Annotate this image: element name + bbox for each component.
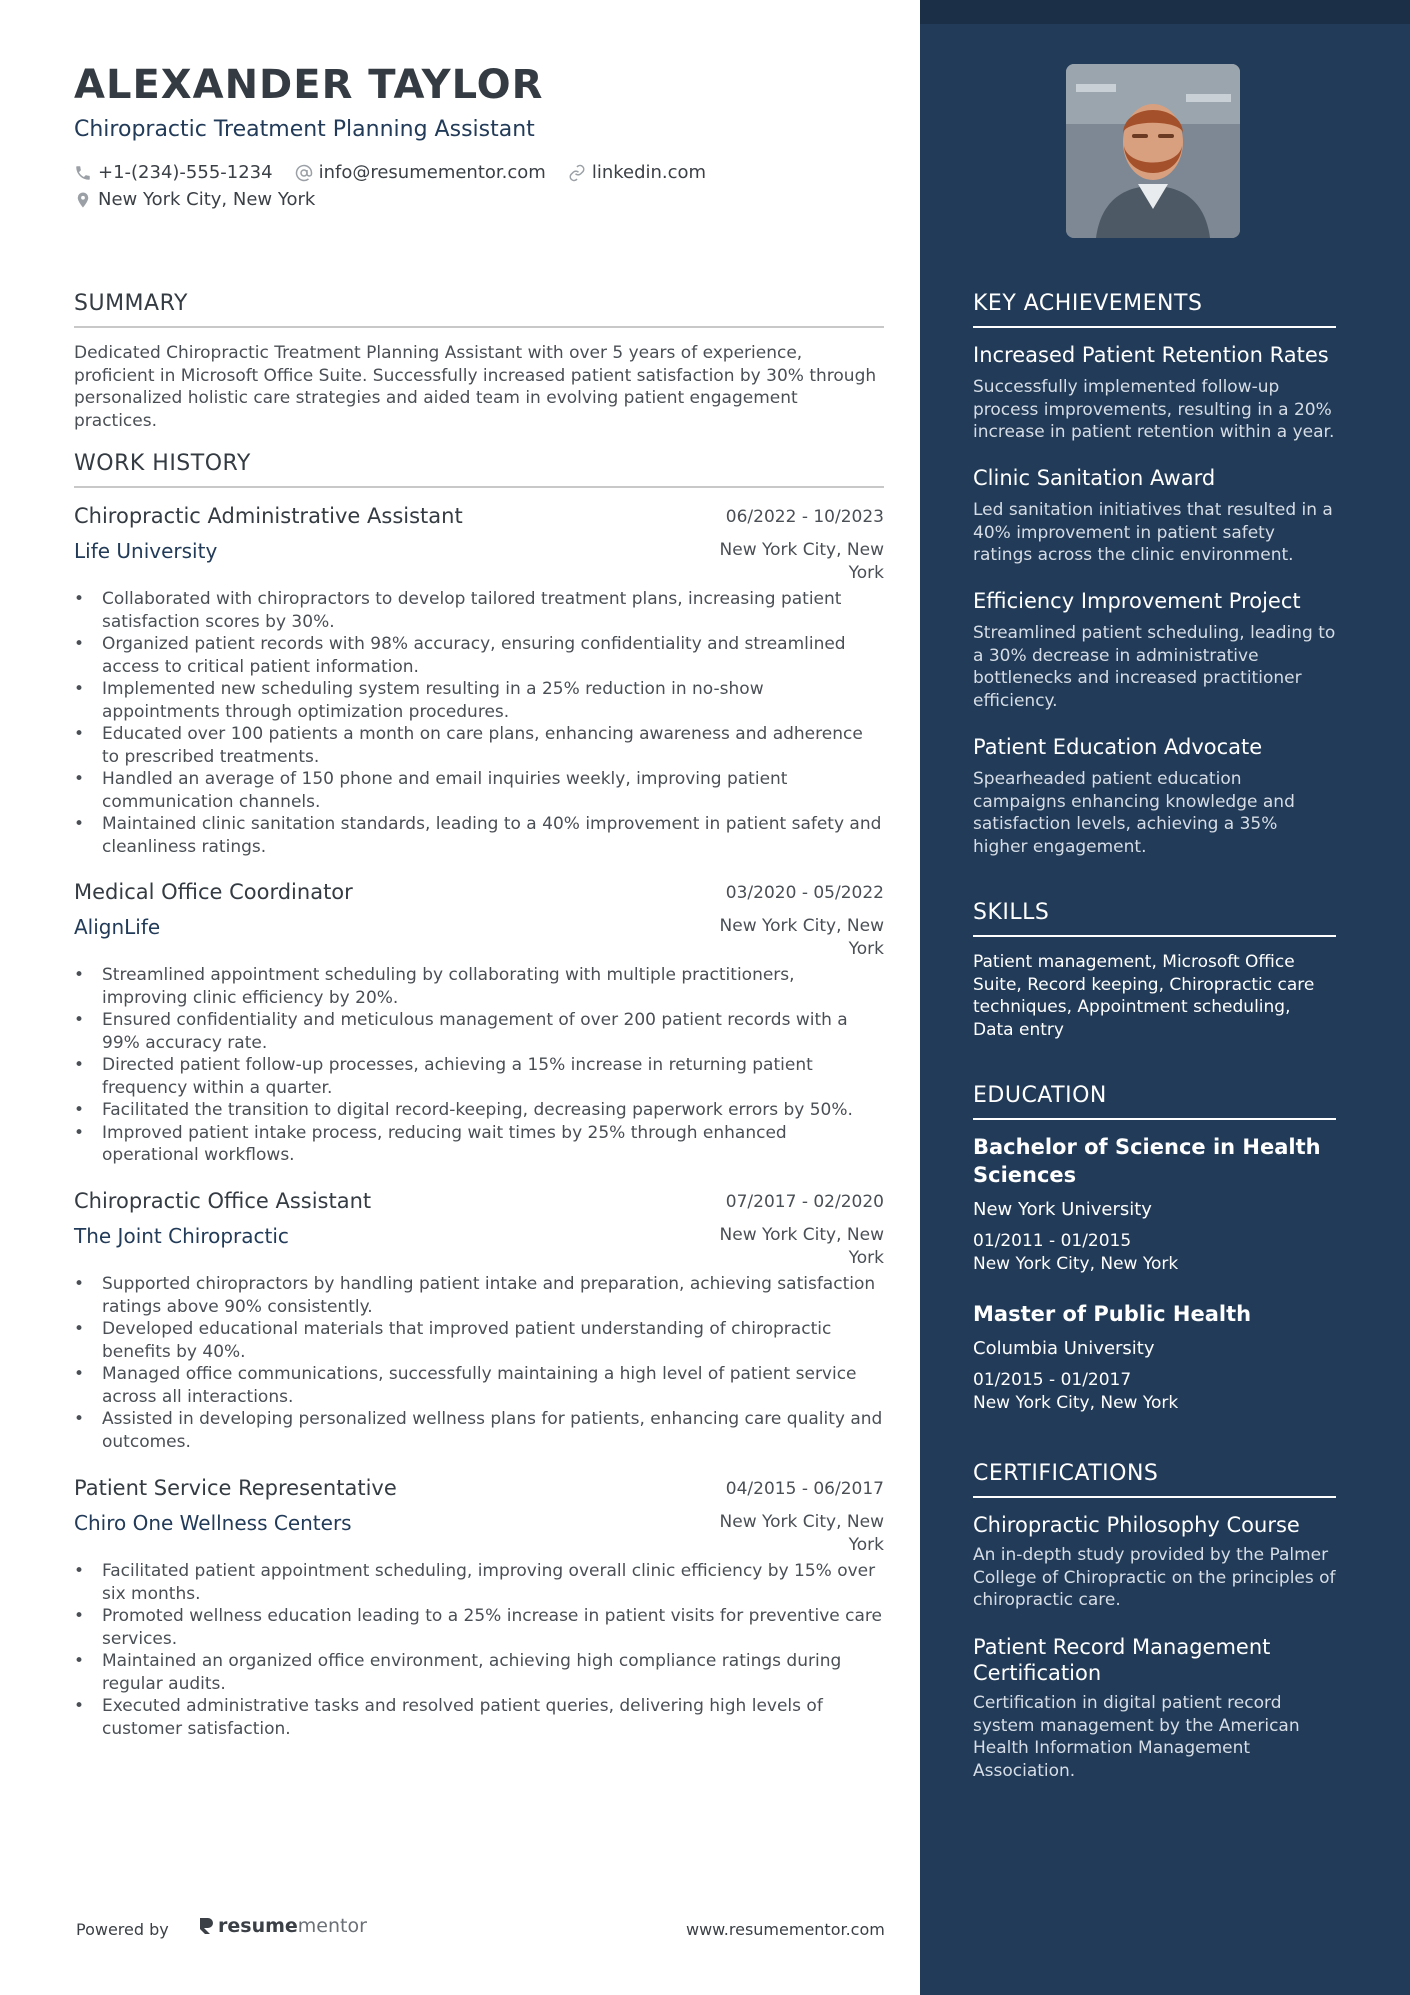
phone-icon [74,164,92,182]
job-location: New York City, New York [719,916,884,959]
education-heading: EDUCATION [973,1083,1336,1120]
job-bullet: • Improved patient intake process, reducing wait times by 25% through enhanced operational workflows. [74,1122,884,1167]
job-title: Medical Office Coordinator [74,880,353,904]
job-company: AlignLife [74,915,161,939]
map-pin-icon [74,191,92,209]
education-degree: Master of Public Health [973,1302,1252,1326]
achievement-description: Successfully implemented follow-up process improvements, resulting in a 20% increase in patient retention within a year. [973,377,1335,442]
job-dates: 07/2017 - 02/2020 [725,1192,884,1212]
education-location: New York City, New York [973,1392,1179,1413]
job-bullet: • Supported chiropractors by handling patient intake and preparation, achieving satisfaction ratings above 90% consistently. [74,1273,884,1318]
location-text: New York City, New York [98,189,316,210]
profile-photo-image [1066,64,1240,238]
job-bullet: • Implemented new scheduling system resulting in a 25% reduction in no-show appointments through optimization procedures. [74,678,884,723]
achievement-title: Increased Patient Retention Rates [973,343,1329,367]
job-bullet: • Directed patient follow-up processes, achieving a 15% increase in returning patient frequency within a quarter. [74,1054,884,1099]
certification-title: Patient Record Management Certification [973,1635,1271,1685]
job-bullet: • Handled an average of 150 phone and email inquiries weekly, improving patient communication channels. [74,768,884,813]
job-dates: 03/2020 - 05/2022 [725,883,884,903]
certifications-heading: CERTIFICATIONS [973,1461,1336,1498]
summary-text: Dedicated Chiropractic Treatment Planning Assistant with over 5 years of experience, proficient in Microsoft Office Suite. Successfully increased patient satisfaction by 30% through personalized holistic care strategies and aided team in evolving patient engagement practices. [74,343,877,431]
skills-heading: SKILLS [973,900,1336,937]
achievement-description: Spearheaded patient education campaigns enhancing knowledge and satisfaction levels, achieving a 35% higher engagement. [973,769,1295,857]
achievement-item [973,588,1336,712]
job-bullet: • Facilitated the transition to digital record-keeping, decreasing paperwork errors by 50%. [74,1099,884,1122]
job-company: Chiro One Wellness Centers [74,1511,352,1535]
certification-description: An in-depth study provided by the Palmer College of Chiropractic on the principles of chiropractic care. [973,1545,1336,1610]
job-bullet: • Facilitated patient appointment scheduling, improving overall clinic efficiency by 15% over six months. [74,1560,884,1605]
job-bullets [74,964,884,1167]
work-history-heading: WORK HISTORY [74,451,884,488]
job-bullet: • Maintained an organized office environment, achieving high compliance ratings during regular audits. [74,1650,884,1695]
skills-text: Patient management, Microsoft Office Suite, Record keeping, Chiropractic care techniques, Appointment scheduling, Data entry [973,952,1315,1040]
education-item [973,1133,1336,1275]
location-contact [74,189,315,210]
job-company: Life University [74,539,218,563]
resumementor-logo[interactable] [198,1915,367,1937]
certification-item [973,1634,1336,1782]
job-bullets [74,1560,884,1740]
job-title: Chiropractic Administrative Assistant [74,504,463,528]
job-bullet: • Developed educational materials that improved patient understanding of chiropractic benefits by 40%. [74,1318,884,1363]
certification-title: Chiropractic Philosophy Course [973,1513,1300,1537]
job-bullet: • Streamlined appointment scheduling by collaborating with multiple practitioners, improving clinic efficiency by 20%. [74,964,884,1009]
education-item [973,1300,1336,1414]
certification-item [973,1512,1336,1612]
footer-url[interactable]: www.resumementor.com [686,1920,885,1939]
job-bullet: • Collaborated with chiropractors to develop tailored treatment plans, increasing patient satisfaction scores by 30%. [74,588,884,633]
candidate-title: Chiropractic Treatment Planning Assistant [74,117,535,142]
resumementor-logo-icon [198,1916,214,1936]
education-school: New York University [973,1199,1152,1220]
achievement-description: Streamlined patient scheduling, leading to a 30% decrease in administrative bottlenecks and increased practitioner efficiency. [973,623,1336,711]
achievement-item [973,465,1336,567]
achievement-description: Led sanitation initiatives that resulted in a 40% improvement in patient safety ratings across the clinic environment. [973,500,1333,565]
job-bullet: • Promoted wellness education leading to a 25% increase in patient visits for preventive care services. [74,1605,884,1650]
achievement-title: Patient Education Advocate [973,735,1263,759]
phone-contact[interactable] [74,162,273,183]
job-location: New York City, New York [719,1225,884,1268]
job-title: Chiropractic Office Assistant [74,1189,372,1213]
education-dates: 01/2015 - 01/2017 [973,1370,1132,1390]
job-bullet: • Executed administrative tasks and resolved patient queries, delivering high levels of customer satisfaction. [74,1695,884,1740]
logo-text-light: mentor [297,1915,367,1937]
linkedin-text: linkedin.com [591,162,707,183]
at-sign-icon [295,164,313,182]
job-bullet: • Educated over 100 patients a month on care plans, enhancing awareness and adherence to prescribed treatments. [74,723,884,768]
key-achievements-heading: KEY ACHIEVEMENTS [973,291,1336,328]
job-bullet: • Ensured confidentiality and meticulous management of over 200 patient records with a 99% accuracy rate. [74,1009,884,1054]
phone-text: +1-(234)-555-1234 [98,162,273,183]
logo-text-bold: resume [218,1915,298,1937]
linkedin-contact[interactable] [568,162,706,183]
job-location: New York City, New York [719,540,884,583]
job-location: New York City, New York [719,1512,884,1555]
profile-photo [1066,64,1240,238]
job-dates: 04/2015 - 06/2017 [725,1479,884,1499]
job-bullets [74,588,884,858]
email-contact[interactable] [295,162,546,183]
contact-row [74,162,728,183]
location-row [74,189,337,210]
powered-by-label: Powered by [76,1920,169,1939]
achievement-item [973,734,1336,858]
job-bullets [74,1273,884,1453]
job-company: The Joint Chiropractic [74,1224,289,1248]
achievement-item [973,342,1336,444]
certification-description: Certification in digital patient record system management by the American Health Information Management Association. [973,1693,1300,1781]
job-bullet: • Assisted in developing personalized wellness plans for patients, enhancing care quality and outcomes. [74,1408,884,1453]
education-degree: Bachelor of Science in Health Sciences [973,1135,1321,1187]
summary-heading: SUMMARY [74,291,884,328]
sidebar-top-bar [920,0,1410,24]
job-bullet: • Organized patient records with 98% accuracy, ensuring confidentiality and streamlined access to critical patient information. [74,633,884,678]
achievement-title: Clinic Sanitation Award [973,466,1216,490]
link-icon [568,164,586,182]
job-dates: 06/2022 - 10/2023 [725,507,884,527]
job-bullet: • Managed office communications, successfully maintaining a high level of patient service across all interactions. [74,1363,884,1408]
education-dates: 01/2011 - 01/2015 [973,1231,1132,1251]
education-location: New York City, New York [973,1253,1179,1274]
achievement-title: Efficiency Improvement Project [973,589,1301,613]
candidate-name: ALEXANDER TAYLOR [74,62,544,108]
email-text: info@resumementor.com [318,162,546,183]
job-title: Patient Service Representative [74,1476,397,1500]
education-school: Columbia University [973,1338,1155,1359]
job-bullet: • Maintained clinic sanitation standards, leading to a 40% improvement in patient safety and cleanliness ratings. [74,813,884,858]
